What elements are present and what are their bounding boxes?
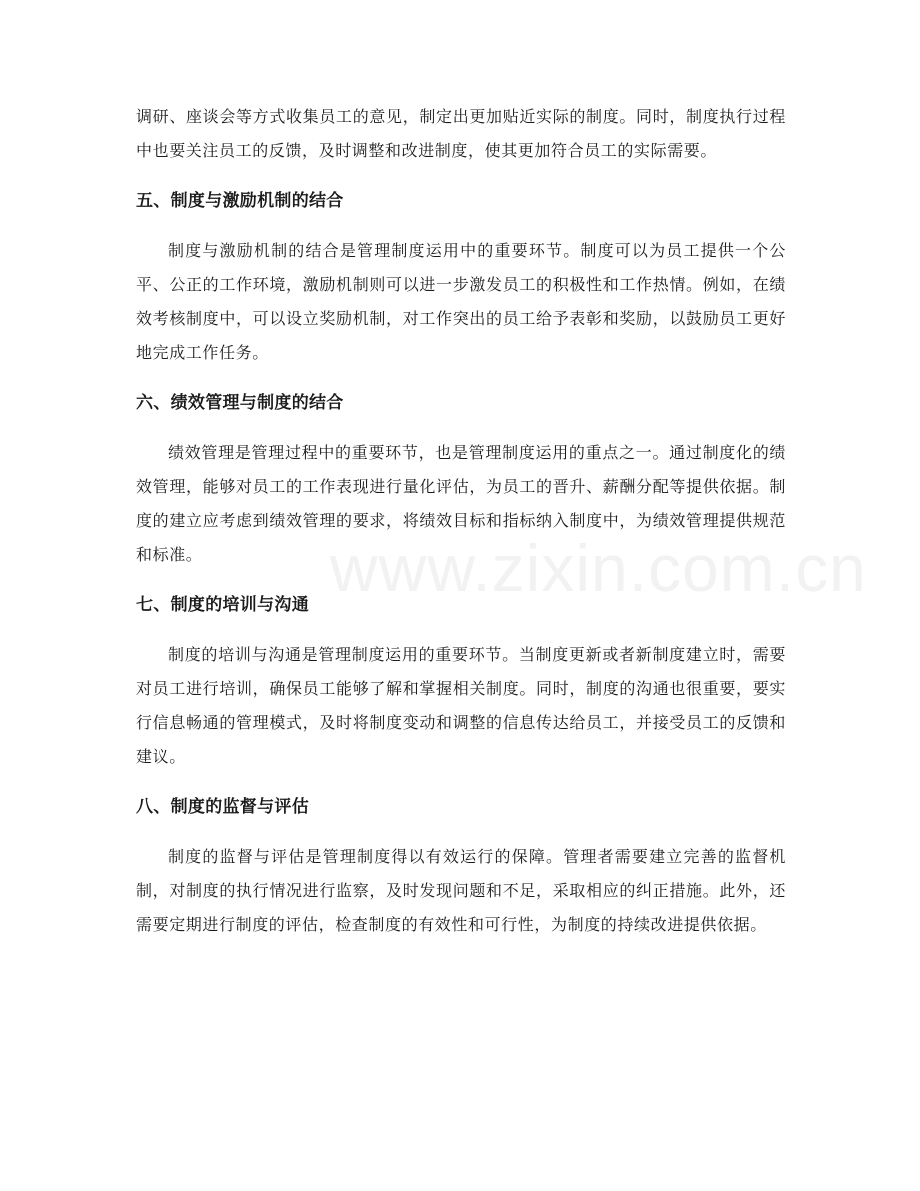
section-heading-6: 六、绩效管理与制度的结合 [136, 393, 344, 413]
section-heading-8: 八、制度的监督与评估 [136, 797, 309, 817]
intro-paragraph: 调研、座谈会等方式收集员工的意见，制定出更加贴近实际的制度。同时，制度执行过程中也要关注员工的反馈，及时调整和改进制度，使其更加符合员工的实际需要。 [136, 107, 786, 160]
section-heading-7: 七、制度的培训与沟通 [136, 595, 309, 615]
document-body [136, 100, 786, 942]
section-heading-5: 五、制度与激励机制的结合 [136, 191, 344, 211]
section-body-8: 制度的监督与评估是管理制度得以有效运行的保障。管理者需要建立完善的监督机制，对制度的执行情况进行监察，及时发现问题和不足，采取相应的纠正措施。此外，还需要定期进行制度的评估，检查制度的有效性和可行性，为制度的持续改进提供依据。 [136, 847, 786, 934]
section-body-6: 绩效管理是管理过程中的重要环节，也是管理制度运用的重点之一。通过制度化的绩效管理，能够对员工的工作表现进行量化评估，为员工的晋升、薪酬分配等提供依据。制度的建立应考虑到绩效管理的要求，将绩效目标和指标纳入制度中，为绩效管理提供规范和标准。 [136, 443, 786, 564]
watermark: www.zixin.com.cn [330, 531, 867, 605]
section-body-7: 制度的培训与沟通是管理制度运用的重要环节。当制度更新或者新制度建立时，需要对员工进行培训，确保员工能够了解和掌握相关制度。同时，制度的沟通也很重要，要实行信息畅通的管理模式，及时将制度变动和调整的信息传达给员工，并接受员工的反馈和建议。 [136, 645, 786, 766]
section-body-5: 制度与激励机制的结合是管理制度运用中的重要环节。制度可以为员工提供一个公平、公正的工作环境，激励机制则可以进一步激发员工的积极性和工作热情。例如，在绩效考核制度中，可以设立奖励机制，对工作突出的员工给予表彰和奖励，以鼓励员工更好地完成工作任务。 [136, 241, 786, 362]
